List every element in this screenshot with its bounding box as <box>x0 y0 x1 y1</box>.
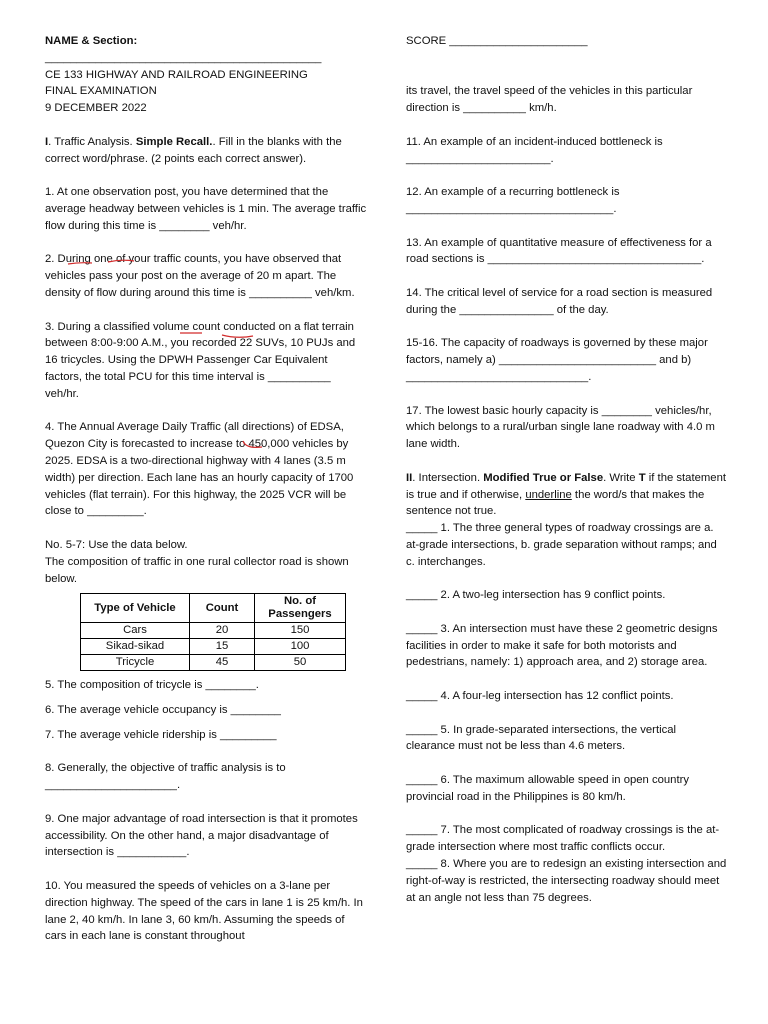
table-header-type: Type of Vehicle <box>81 594 190 623</box>
name-label: NAME & Section: <box>45 35 138 47</box>
tf-item-6: _____ 6. The maximum allowable speed in open country provincial road in the Philippines is 80 km/h. <box>406 774 690 803</box>
tf-item-7: _____ 7. The most complicated of roadway crossings is the at-grade intersection where most traffic conflicts occur. <box>406 824 720 854</box>
table-header-passengers: No. of Passengers <box>255 594 346 623</box>
table-cell: Tricycle <box>81 655 190 671</box>
table-cell: 150 <box>255 623 346 639</box>
questions-5-7-text: The composition of traffic in one rural collector road is shown below. <box>45 555 349 585</box>
exam-date: 9 DECEMBER 2022 <box>45 102 147 115</box>
question-2: 2. During one of your traffic counts, you have observed that vehicles pass your post on the average of 20 m apart. The density of flow during around this time is __________ veh/km. <box>45 253 355 299</box>
question-8: 8. Generally, the objective of traffic analysis is to _____________________. <box>45 762 286 792</box>
table-row <box>81 623 346 639</box>
table-header-row <box>81 594 346 623</box>
question-14: 14. The critical level of service for a road section is measured during the _______________ of the day. <box>406 286 713 316</box>
table-row <box>81 655 346 671</box>
course-title: CE 133 HIGHWAY AND RAILROAD ENGINEERING <box>45 68 308 81</box>
score-label: SCORE ______________________ <box>406 35 588 47</box>
table-cell: 15 <box>190 639 255 655</box>
table-cell: 50 <box>255 655 346 671</box>
table-row <box>81 639 346 655</box>
table-cell: Cars <box>81 623 190 639</box>
table-cell: 20 <box>190 623 255 639</box>
exam-title: FINAL EXAMINATION <box>45 85 157 98</box>
tf-item-3: _____ 3. An intersection must have these 2 geometric designs facilities in order to make it safe for both motorists and pedestrians, namely: 1) approach area, and 2) storage area. <box>406 622 718 669</box>
question-17: 17. The lowest basic hourly capacity is ________ vehicles/hr, which belongs to a rural/urban single lane roadway with 4.0 m lane width. <box>406 404 715 451</box>
table-cell: 45 <box>190 655 255 671</box>
question-1: 1. At one observation post, you have determined that the average headway between vehicles is 1 min. The average traffic flow during this time is ________ veh/hr. <box>45 186 367 232</box>
question-13: 13. An example of quantitative measure of effectiveness for a road sections is __________________________________. <box>406 236 712 266</box>
question-10: 10. You measured the speeds of vehicles on a 3-lane per direction highway. The speed of the cars in lane 1 is 25 km/h. In lane 2, 40 km/h. In lane 3, 60 km/h. Assuming the speeds of cars in each lane is constant throughout <box>45 880 363 943</box>
part2-heading: II. Intersection. Modified True or False. Write T if the statement is true and if otherwise, underline the word/s that makes the sentence not true. <box>406 471 726 518</box>
question-9: 9. One major advantage of road intersection is that it promotes accessibility. On the other hand, a major disadvantage of intersection is ___________. <box>45 812 358 859</box>
name-line: ____________________________________________ <box>45 51 322 64</box>
part1-heading: I. Traffic Analysis. Simple Recall.. Fill in the blanks with the correct word/phrase. (2 points each correct answer). <box>45 135 342 165</box>
tf-item-4: _____ 4. A four-leg intersection has 12 conflict points. <box>406 690 674 703</box>
vehicle-table <box>80 593 346 671</box>
question-7: 7. The average vehicle ridership is _________ <box>45 728 277 741</box>
tf-item-5: _____ 5. In grade-separated intersections, the vertical clearance must not be less than 4.6 meters. <box>406 723 677 753</box>
question-4: 4. The Annual Average Daily Traffic (all directions) of EDSA, Quezon City is forecasted to increase to 450,000 vehicles by 2025. EDSA is a two-directional highway with 4 lanes (3.5 m width) per direction. Each lane has an hourly capacity of 1700 vehicles (flat terrain). For this highway, the 2025 VCR will be close to _________. <box>45 421 354 518</box>
table-cell: 100 <box>255 639 346 655</box>
question-12: 12. An example of a recurring bottleneck is _________________________________. <box>406 186 620 215</box>
question-6: 6. The average vehicle occupancy is ________ <box>45 704 281 717</box>
right-column <box>406 33 728 906</box>
question-10-continued: its travel, the travel speed of the vehicles in this particular direction is __________ km/h. <box>406 85 693 115</box>
left-column <box>45 33 367 945</box>
question-3: 3. During a classified volume count conducted on a flat terrain between 8:00-9:00 A.M., you recorded 22 SUVs, 10 PUJs and 16 tricycles. Using the DPWH Passenger Car Equivalent factors, the total PCU for this time interval is __________ veh/hr. <box>45 320 356 400</box>
questions-5-7-intro: No. 5-7: Use the data below. <box>45 538 188 551</box>
tf-item-8: _____ 8. Where you are to redesign an existing intersection and right-of-way is restricted, the intersecting roadway should meet at an angle not less than 75 degrees. <box>406 858 727 904</box>
table-header-count: Count <box>190 594 255 623</box>
question-11: 11. An example of an incident-induced bottleneck is _______________________. <box>406 135 663 165</box>
tf-item-2: _____ 2. A two-leg intersection has 9 conflict points. <box>406 589 666 602</box>
table-cell: Sikad-sikad <box>81 639 190 655</box>
tf-item-1: _____ 1. The three general types of roadway crossings are a. at-grade intersections, b. grade separation without ramps; and c. interchanges. <box>406 522 717 568</box>
question-15-16: 15-16. The capacity of roadways is governed by these major factors, namely a) _________________________ and b) _____________________________. <box>406 337 708 383</box>
question-5: 5. The composition of tricycle is ________. <box>45 679 259 692</box>
